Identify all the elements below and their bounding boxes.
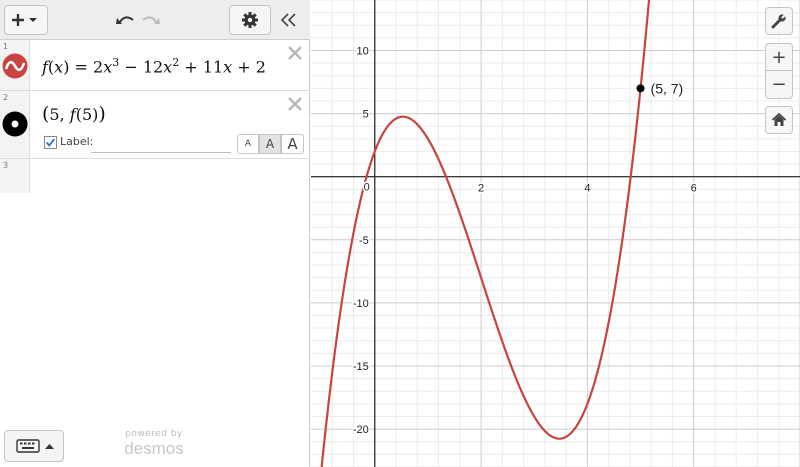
add-item-button[interactable] [4,5,48,35]
collapse-panel-button[interactable] [276,8,302,32]
keyboard-toggle-button[interactable] [4,430,64,462]
keyboard-icon [5,431,63,461]
function-curve[interactable] [311,0,668,467]
label-size-small-button[interactable]: A [237,134,259,154]
delete-expression-icon[interactable] [286,95,304,113]
expression-gutter [0,91,30,158]
expression-formula[interactable]: $f(x) = 2x^3 - 12x^2 + 11x + 2$ [42,56,266,77]
expression-number: 1 [3,42,9,51]
axes [311,0,800,467]
x-tick-label: 6 [690,182,697,195]
plotted-points[interactable] [637,80,684,96]
label-caption: Label: [60,135,94,148]
x-tick-label: 2 [478,182,485,195]
tick-labels [353,45,697,436]
x-tick-label: 4 [584,182,591,195]
minor-gridlines [311,0,800,467]
redo-button[interactable] [140,10,162,30]
point-label: (5, 7) [650,80,684,97]
point-icon[interactable] [2,111,28,137]
expression-toolbar [0,0,310,40]
label-size-large-button[interactable]: A [281,134,304,154]
function-curve-path[interactable] [311,0,668,467]
expression-number: 2 [3,93,9,102]
expression-row-3[interactable] [0,159,310,193]
redo-icon [140,10,162,30]
wrench-icon [771,13,787,29]
plus-icon [11,12,41,28]
expression-formula[interactable]: (5, f(5)) [42,103,106,125]
zoom-in-button[interactable]: + [765,43,793,71]
desmos-logo: desmos [124,439,184,458]
show-label-checkbox[interactable] [44,136,57,149]
default-viewport-button[interactable] [765,106,793,134]
home-icon [771,112,787,128]
y-tick-label: -20 [352,424,369,437]
gear-icon [241,11,259,29]
expression-number: 3 [3,161,9,170]
y-tick-label: -15 [352,361,369,374]
zoom-out-button[interactable]: − [765,71,793,99]
point-marker[interactable] [637,84,645,92]
delete-expression-icon[interactable] [286,44,304,62]
undo-button[interactable] [114,10,136,30]
expression-panel [0,0,310,467]
y-tick-label: -10 [352,297,369,310]
y-tick-label: 10 [356,45,369,58]
expression-row-1[interactable] [0,40,310,91]
expression-gutter [0,159,30,193]
curve-icon[interactable] [2,53,28,79]
label-text-input[interactable] [91,133,231,153]
graph-settings-button[interactable] [765,7,793,35]
y-tick-label: -5 [359,234,369,247]
double-chevron-left-icon [280,12,298,28]
powered-by-text: powered by [125,429,183,439]
settings-button[interactable] [229,5,271,35]
y-tick-label: 5 [362,108,369,121]
origin-label: 0 [363,181,370,194]
undo-icon [114,10,136,30]
graph-paper[interactable] [311,0,800,467]
major-gridlines [311,0,800,467]
expression-gutter [0,40,30,90]
label-size-medium-button[interactable]: A [259,134,281,154]
